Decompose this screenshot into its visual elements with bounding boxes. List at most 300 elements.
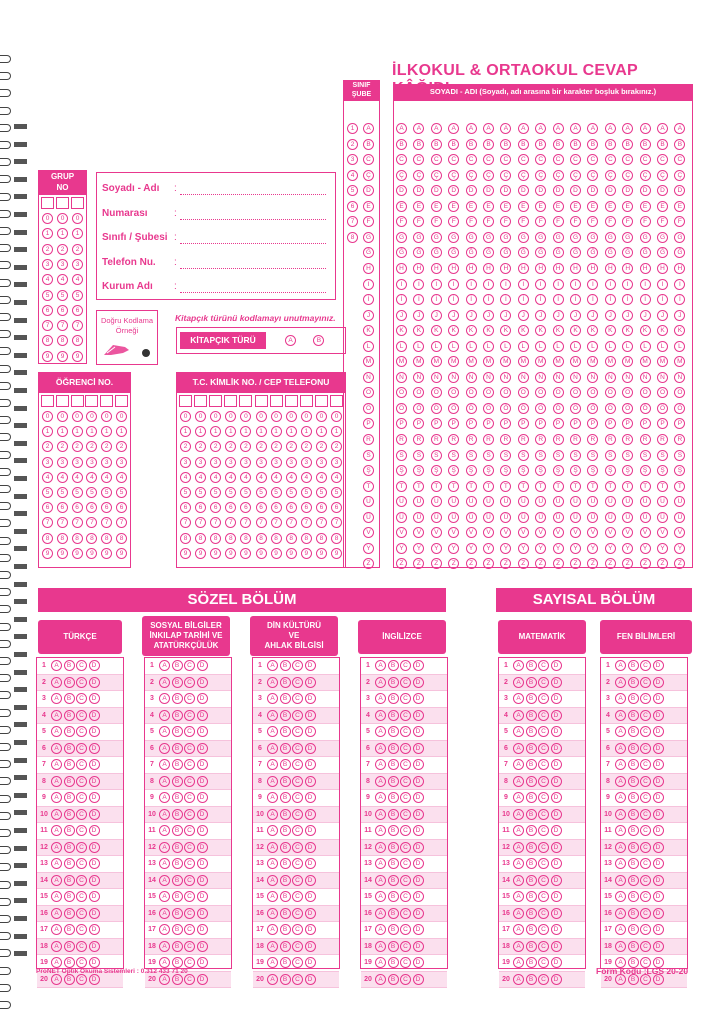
answer-bubble[interactable]: B	[628, 743, 639, 754]
tc-bubble[interactable]: 0	[240, 411, 251, 422]
name-bubble[interactable]: G	[431, 232, 442, 243]
name-bubble[interactable]: P	[657, 418, 668, 429]
name-bubble[interactable]: R	[640, 434, 651, 445]
name-bubble[interactable]: P	[622, 418, 633, 429]
answer-bubble[interactable]: A	[51, 792, 62, 803]
answer-bubble[interactable]: D	[89, 842, 100, 853]
answer-bubble[interactable]: C	[538, 677, 549, 688]
answer-bubble[interactable]: A	[375, 677, 386, 688]
name-bubble[interactable]: L	[448, 341, 459, 352]
student-no-bubble[interactable]: 3	[101, 457, 112, 468]
name-bubble[interactable]: O	[396, 387, 407, 398]
group-bubble[interactable]: 9	[57, 351, 68, 362]
branch-bubble[interactable]: İ	[363, 294, 374, 305]
answer-bubble[interactable]: D	[89, 941, 100, 952]
answer-bubble[interactable]: A	[375, 825, 386, 836]
tc-digit-cell[interactable]	[300, 395, 313, 407]
answer-bubble[interactable]: A	[513, 759, 524, 770]
name-bubble[interactable]: B	[483, 139, 494, 150]
name-bubble[interactable]: E	[396, 201, 407, 212]
name-bubble[interactable]: İ	[657, 294, 668, 305]
answer-bubble[interactable]: C	[184, 677, 195, 688]
answer-bubble[interactable]: C	[400, 825, 411, 836]
answer-bubble[interactable]: A	[51, 660, 62, 671]
name-bubble[interactable]: E	[587, 201, 598, 212]
name-bubble[interactable]: Y	[640, 543, 651, 554]
name-bubble[interactable]: O	[535, 387, 546, 398]
tc-bubble[interactable]: 9	[301, 548, 312, 559]
branch-bubble[interactable]: V	[363, 527, 374, 538]
student-no-bubble[interactable]: 9	[101, 548, 112, 559]
student-no-bubble[interactable]: 1	[57, 426, 68, 437]
name-bubble[interactable]: T	[587, 481, 598, 492]
name-bubble[interactable]: K	[431, 325, 442, 336]
tc-bubble[interactable]: 6	[256, 502, 267, 513]
name-bubble[interactable]: G	[448, 232, 459, 243]
name-bubble[interactable]: E	[640, 201, 651, 212]
name-bubble[interactable]: I	[622, 279, 633, 290]
answer-bubble[interactable]: C	[184, 759, 195, 770]
answer-bubble[interactable]: A	[159, 743, 170, 754]
name-bubble[interactable]: J	[396, 310, 407, 321]
answer-bubble[interactable]: B	[280, 957, 291, 968]
class-bubble[interactable]: 3	[347, 154, 358, 165]
answer-bubble[interactable]: A	[51, 743, 62, 754]
answer-bubble[interactable]: A	[615, 776, 626, 787]
name-bubble[interactable]: I	[535, 279, 546, 290]
answer-bubble[interactable]: D	[551, 974, 562, 985]
student-no-bubble[interactable]: 8	[42, 533, 53, 544]
name-bubble[interactable]: H	[483, 263, 494, 274]
answer-bubble[interactable]: A	[159, 693, 170, 704]
tc-bubble[interactable]: 7	[180, 517, 191, 528]
answer-bubble[interactable]: D	[89, 924, 100, 935]
answer-bubble[interactable]: A	[375, 726, 386, 737]
tc-bubble[interactable]: 3	[271, 457, 282, 468]
answer-bubble[interactable]: B	[388, 759, 399, 770]
student-no-bubble[interactable]: 2	[116, 441, 127, 452]
booklet-option-b[interactable]: B	[313, 335, 324, 346]
tc-bubble[interactable]: 4	[256, 472, 267, 483]
tc-bubble[interactable]: 4	[271, 472, 282, 483]
answer-bubble[interactable]: C	[292, 858, 303, 869]
name-bubble[interactable]: E	[570, 201, 581, 212]
answer-bubble[interactable]: B	[280, 908, 291, 919]
student-digit-cell[interactable]	[41, 395, 54, 407]
name-bubble[interactable]: O	[657, 387, 668, 398]
answer-bubble[interactable]: B	[628, 710, 639, 721]
name-bubble[interactable]: S	[448, 450, 459, 461]
name-bubble[interactable]: O	[674, 387, 685, 398]
name-bubble[interactable]: V	[640, 527, 651, 538]
group-bubble[interactable]: 9	[72, 351, 83, 362]
answer-bubble[interactable]: C	[640, 974, 651, 985]
name-bubble[interactable]: Z	[657, 558, 668, 569]
name-bubble[interactable]: H	[605, 263, 616, 274]
answer-bubble[interactable]: C	[400, 809, 411, 820]
answer-bubble[interactable]: D	[197, 792, 208, 803]
answer-bubble[interactable]: C	[538, 693, 549, 704]
answer-bubble[interactable]: D	[305, 974, 316, 985]
name-bubble[interactable]: P	[431, 418, 442, 429]
name-bubble[interactable]: G	[674, 232, 685, 243]
answer-bubble[interactable]: A	[267, 809, 278, 820]
name-bubble[interactable]: U	[413, 496, 424, 507]
group-bubble[interactable]: 3	[57, 259, 68, 270]
answer-bubble[interactable]: B	[64, 726, 75, 737]
answer-bubble[interactable]: D	[197, 825, 208, 836]
answer-bubble[interactable]: D	[653, 908, 664, 919]
name-bubble[interactable]: F	[640, 216, 651, 227]
name-bubble[interactable]: K	[413, 325, 424, 336]
name-bubble[interactable]: L	[570, 341, 581, 352]
name-bubble[interactable]: K	[587, 325, 598, 336]
answer-bubble[interactable]: A	[267, 858, 278, 869]
name-bubble[interactable]: A	[466, 123, 477, 134]
name-bubble[interactable]: B	[466, 139, 477, 150]
answer-bubble[interactable]: C	[640, 726, 651, 737]
student-no-bubble[interactable]: 3	[72, 457, 83, 468]
answer-bubble[interactable]: B	[172, 677, 183, 688]
branch-bubble[interactable]: K	[363, 325, 374, 336]
tc-bubble[interactable]: 5	[271, 487, 282, 498]
name-bubble[interactable]: G	[518, 232, 529, 243]
answer-bubble[interactable]: A	[159, 660, 170, 671]
name-bubble[interactable]: T	[657, 481, 668, 492]
name-bubble[interactable]: S	[483, 450, 494, 461]
info-field-input[interactable]	[180, 282, 326, 293]
answer-bubble[interactable]: D	[197, 858, 208, 869]
tc-bubble[interactable]: 6	[195, 502, 206, 513]
answer-bubble[interactable]: A	[51, 957, 62, 968]
name-bubble[interactable]: K	[500, 325, 511, 336]
group-bubble[interactable]: 4	[42, 274, 53, 285]
name-bubble[interactable]: P	[535, 418, 546, 429]
answer-bubble[interactable]: B	[64, 809, 75, 820]
answer-bubble[interactable]: C	[400, 792, 411, 803]
name-bubble[interactable]: Ğ	[448, 247, 459, 258]
name-bubble[interactable]: Ü	[657, 512, 668, 523]
answer-bubble[interactable]: A	[513, 776, 524, 787]
name-bubble[interactable]: Ğ	[605, 247, 616, 258]
answer-bubble[interactable]: A	[51, 891, 62, 902]
answer-bubble[interactable]: A	[615, 660, 626, 671]
name-bubble[interactable]: Ö	[448, 403, 459, 414]
name-bubble[interactable]: N	[500, 372, 511, 383]
name-bubble[interactable]: Y	[431, 543, 442, 554]
answer-bubble[interactable]: B	[280, 792, 291, 803]
answer-bubble[interactable]: D	[551, 726, 562, 737]
group-digit-cell[interactable]	[71, 197, 84, 209]
answer-bubble[interactable]: D	[89, 891, 100, 902]
name-bubble[interactable]: Ç	[640, 170, 651, 181]
answer-bubble[interactable]: B	[388, 842, 399, 853]
tc-bubble[interactable]: 8	[256, 533, 267, 544]
branch-bubble[interactable]: O	[363, 387, 374, 398]
answer-bubble[interactable]: C	[400, 776, 411, 787]
answer-bubble[interactable]: D	[551, 710, 562, 721]
name-bubble[interactable]: D	[535, 185, 546, 196]
student-no-bubble[interactable]: 4	[57, 472, 68, 483]
answer-bubble[interactable]: A	[375, 743, 386, 754]
name-bubble[interactable]: P	[605, 418, 616, 429]
name-bubble[interactable]: Ö	[587, 403, 598, 414]
answer-bubble[interactable]: A	[267, 726, 278, 737]
answer-bubble[interactable]: A	[159, 710, 170, 721]
answer-bubble[interactable]: A	[51, 908, 62, 919]
name-bubble[interactable]: Z	[622, 558, 633, 569]
answer-bubble[interactable]: C	[640, 743, 651, 754]
name-bubble[interactable]: C	[413, 154, 424, 165]
answer-bubble[interactable]: A	[615, 974, 626, 985]
answer-bubble[interactable]: A	[375, 842, 386, 853]
name-bubble[interactable]: R	[518, 434, 529, 445]
tc-digit-cell[interactable]	[179, 395, 192, 407]
name-bubble[interactable]: J	[553, 310, 564, 321]
answer-bubble[interactable]: B	[172, 776, 183, 787]
name-bubble[interactable]: E	[553, 201, 564, 212]
class-bubble[interactable]: 2	[347, 139, 358, 150]
name-bubble[interactable]: E	[535, 201, 546, 212]
student-digit-cell[interactable]	[100, 395, 113, 407]
group-bubble[interactable]: 6	[42, 305, 53, 316]
answer-bubble[interactable]: B	[64, 792, 75, 803]
answer-bubble[interactable]: C	[400, 858, 411, 869]
name-bubble[interactable]: H	[466, 263, 477, 274]
answer-bubble[interactable]: B	[526, 710, 537, 721]
name-bubble[interactable]: Ö	[413, 403, 424, 414]
answer-bubble[interactable]: A	[267, 875, 278, 886]
tc-bubble[interactable]: 8	[225, 533, 236, 544]
answer-bubble[interactable]: A	[267, 710, 278, 721]
name-bubble[interactable]: A	[483, 123, 494, 134]
tc-bubble[interactable]: 0	[225, 411, 236, 422]
name-bubble[interactable]: Ş	[674, 465, 685, 476]
name-bubble[interactable]: J	[640, 310, 651, 321]
answer-bubble[interactable]: A	[375, 974, 386, 985]
student-no-bubble[interactable]: 6	[72, 502, 83, 513]
name-bubble[interactable]: P	[396, 418, 407, 429]
name-bubble[interactable]: İ	[518, 294, 529, 305]
answer-bubble[interactable]: A	[375, 858, 386, 869]
branch-bubble[interactable]: F	[363, 216, 374, 227]
student-no-bubble[interactable]: 5	[116, 487, 127, 498]
answer-bubble[interactable]: B	[172, 710, 183, 721]
answer-bubble[interactable]: C	[538, 759, 549, 770]
name-bubble[interactable]: Ş	[587, 465, 598, 476]
answer-bubble[interactable]: B	[172, 660, 183, 671]
name-bubble[interactable]: O	[413, 387, 424, 398]
name-bubble[interactable]: V	[396, 527, 407, 538]
answer-bubble[interactable]: C	[640, 693, 651, 704]
answer-bubble[interactable]: A	[513, 875, 524, 886]
branch-bubble[interactable]: J	[363, 310, 374, 321]
answer-bubble[interactable]: A	[513, 842, 524, 853]
name-bubble[interactable]: Y	[396, 543, 407, 554]
name-bubble[interactable]: İ	[500, 294, 511, 305]
tc-bubble[interactable]: 8	[316, 533, 327, 544]
group-bubble[interactable]: 0	[42, 213, 53, 224]
answer-bubble[interactable]: B	[628, 924, 639, 935]
name-bubble[interactable]: M	[518, 356, 529, 367]
answer-bubble[interactable]: D	[413, 924, 424, 935]
name-bubble[interactable]: H	[553, 263, 564, 274]
answer-bubble[interactable]: C	[292, 842, 303, 853]
group-bubble[interactable]: 8	[57, 335, 68, 346]
answer-bubble[interactable]: A	[375, 941, 386, 952]
answer-bubble[interactable]: B	[280, 858, 291, 869]
answer-bubble[interactable]: A	[615, 875, 626, 886]
name-bubble[interactable]: C	[570, 154, 581, 165]
name-bubble[interactable]: Y	[605, 543, 616, 554]
answer-bubble[interactable]: C	[76, 743, 87, 754]
name-bubble[interactable]: M	[553, 356, 564, 367]
answer-bubble[interactable]: B	[280, 924, 291, 935]
answer-bubble[interactable]: C	[538, 875, 549, 886]
answer-bubble[interactable]: D	[197, 908, 208, 919]
answer-bubble[interactable]: A	[159, 941, 170, 952]
name-bubble[interactable]: I	[431, 279, 442, 290]
student-no-bubble[interactable]: 6	[42, 502, 53, 513]
name-bubble[interactable]: M	[396, 356, 407, 367]
answer-bubble[interactable]: C	[292, 809, 303, 820]
name-bubble[interactable]: C	[448, 154, 459, 165]
answer-bubble[interactable]: B	[526, 924, 537, 935]
answer-bubble[interactable]: C	[76, 677, 87, 688]
answer-bubble[interactable]: A	[375, 776, 386, 787]
name-bubble[interactable]: C	[657, 154, 668, 165]
name-bubble[interactable]: Ç	[431, 170, 442, 181]
name-bubble[interactable]: Ğ	[483, 247, 494, 258]
answer-bubble[interactable]: B	[280, 759, 291, 770]
tc-digit-cell[interactable]	[315, 395, 328, 407]
name-bubble[interactable]: Ü	[396, 512, 407, 523]
name-bubble[interactable]: C	[553, 154, 564, 165]
name-bubble[interactable]: N	[466, 372, 477, 383]
student-no-bubble[interactable]: 4	[101, 472, 112, 483]
answer-bubble[interactable]: D	[413, 842, 424, 853]
name-bubble[interactable]: Z	[466, 558, 477, 569]
name-bubble[interactable]: A	[413, 123, 424, 134]
tc-digit-cell[interactable]	[255, 395, 268, 407]
answer-bubble[interactable]: C	[292, 726, 303, 737]
name-bubble[interactable]: C	[535, 154, 546, 165]
answer-bubble[interactable]: A	[159, 825, 170, 836]
answer-bubble[interactable]: B	[628, 726, 639, 737]
answer-bubble[interactable]: B	[526, 875, 537, 886]
student-no-bubble[interactable]: 6	[57, 502, 68, 513]
answer-bubble[interactable]: A	[51, 776, 62, 787]
name-bubble[interactable]: V	[483, 527, 494, 538]
answer-bubble[interactable]: A	[375, 693, 386, 704]
answer-bubble[interactable]: D	[305, 891, 316, 902]
answer-bubble[interactable]: D	[653, 677, 664, 688]
name-bubble[interactable]: İ	[553, 294, 564, 305]
group-digit-cell[interactable]	[56, 197, 69, 209]
name-bubble[interactable]: Y	[674, 543, 685, 554]
name-bubble[interactable]: Z	[640, 558, 651, 569]
student-no-bubble[interactable]: 6	[101, 502, 112, 513]
name-bubble[interactable]: D	[657, 185, 668, 196]
name-bubble[interactable]: C	[518, 154, 529, 165]
name-bubble[interactable]: S	[466, 450, 477, 461]
answer-bubble[interactable]: C	[292, 924, 303, 935]
name-bubble[interactable]: Ö	[483, 403, 494, 414]
name-bubble[interactable]: P	[413, 418, 424, 429]
branch-bubble[interactable]: E	[363, 201, 374, 212]
answer-bubble[interactable]: A	[375, 875, 386, 886]
name-bubble[interactable]: I	[518, 279, 529, 290]
class-bubble[interactable]: 6	[347, 201, 358, 212]
group-bubble[interactable]: 7	[42, 320, 53, 331]
name-bubble[interactable]: Z	[570, 558, 581, 569]
name-bubble[interactable]: Ğ	[622, 247, 633, 258]
name-bubble[interactable]: V	[605, 527, 616, 538]
branch-bubble[interactable]: R	[363, 434, 374, 445]
answer-bubble[interactable]: D	[305, 677, 316, 688]
student-no-bubble[interactable]: 0	[101, 411, 112, 422]
answer-bubble[interactable]: B	[526, 792, 537, 803]
answer-bubble[interactable]: A	[159, 924, 170, 935]
answer-bubble[interactable]: A	[159, 792, 170, 803]
name-bubble[interactable]: Z	[674, 558, 685, 569]
name-bubble[interactable]: Ü	[535, 512, 546, 523]
answer-bubble[interactable]: A	[267, 842, 278, 853]
name-bubble[interactable]: I	[553, 279, 564, 290]
name-bubble[interactable]: D	[396, 185, 407, 196]
name-bubble[interactable]: L	[396, 341, 407, 352]
answer-bubble[interactable]: C	[76, 924, 87, 935]
name-bubble[interactable]: F	[518, 216, 529, 227]
student-no-bubble[interactable]: 7	[116, 517, 127, 528]
name-bubble[interactable]: Ğ	[553, 247, 564, 258]
answer-bubble[interactable]: B	[388, 660, 399, 671]
name-bubble[interactable]: Ç	[413, 170, 424, 181]
branch-bubble[interactable]: A	[363, 123, 374, 134]
name-bubble[interactable]: C	[640, 154, 651, 165]
answer-bubble[interactable]: A	[267, 660, 278, 671]
answer-bubble[interactable]: C	[292, 825, 303, 836]
tc-bubble[interactable]: 2	[256, 441, 267, 452]
name-bubble[interactable]: İ	[622, 294, 633, 305]
name-bubble[interactable]: F	[448, 216, 459, 227]
student-no-bubble[interactable]: 1	[42, 426, 53, 437]
name-bubble[interactable]: O	[587, 387, 598, 398]
tc-bubble[interactable]: 8	[271, 533, 282, 544]
name-bubble[interactable]: J	[431, 310, 442, 321]
name-bubble[interactable]: C	[483, 154, 494, 165]
answer-bubble[interactable]: C	[640, 677, 651, 688]
answer-bubble[interactable]: B	[64, 759, 75, 770]
name-bubble[interactable]: D	[674, 185, 685, 196]
name-bubble[interactable]: M	[605, 356, 616, 367]
tc-bubble[interactable]: 6	[240, 502, 251, 513]
name-bubble[interactable]: K	[657, 325, 668, 336]
student-no-bubble[interactable]: 4	[72, 472, 83, 483]
name-bubble[interactable]: V	[587, 527, 598, 538]
name-bubble[interactable]: N	[587, 372, 598, 383]
name-bubble[interactable]: Ç	[657, 170, 668, 181]
answer-bubble[interactable]: D	[197, 726, 208, 737]
student-no-bubble[interactable]: 0	[72, 411, 83, 422]
class-bubble[interactable]: 8	[347, 232, 358, 243]
answer-bubble[interactable]: A	[615, 809, 626, 820]
name-bubble[interactable]: L	[466, 341, 477, 352]
name-bubble[interactable]: N	[396, 372, 407, 383]
name-bubble[interactable]: N	[657, 372, 668, 383]
name-bubble[interactable]: G	[640, 232, 651, 243]
tc-bubble[interactable]: 4	[180, 472, 191, 483]
